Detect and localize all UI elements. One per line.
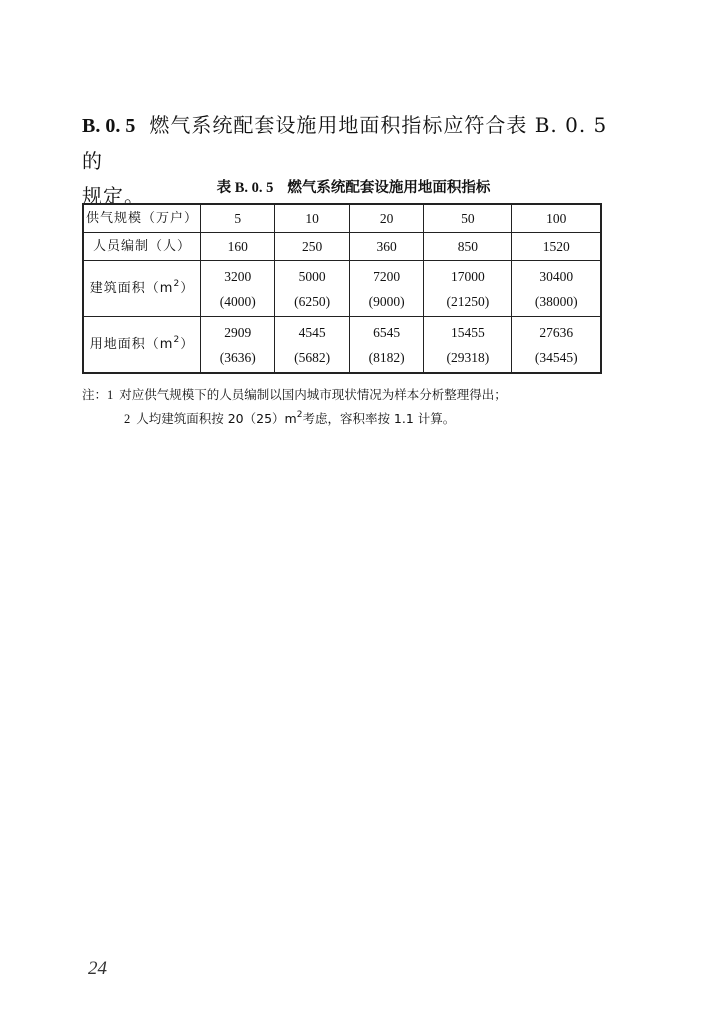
note-1 <box>82 383 642 407</box>
row-header-text: 用地面积（m <box>89 336 174 352</box>
row-header-land-area <box>83 317 201 374</box>
cell-value: 15455 <box>451 324 485 340</box>
cell-value-alt: (4000) <box>219 293 256 309</box>
cell-value-alt: (29318) <box>446 349 490 365</box>
note-text: 人均建筑面积按 20（25）m <box>136 411 297 426</box>
table-cell: 5 <box>201 204 275 233</box>
cell-value-alt: (34545) <box>534 349 578 365</box>
table-cell: 360 <box>349 233 423 261</box>
row-header-supply-scale: 供气规模（万户） <box>83 204 201 233</box>
cell-value: 5000 <box>298 268 326 284</box>
cell-value-alt: (8182) <box>368 349 405 365</box>
table-cell <box>424 261 512 317</box>
table-cell <box>424 317 512 374</box>
cell-value: 7200 <box>373 268 401 284</box>
cell-value: 17000 <box>451 268 485 284</box>
superscript: 2 <box>296 410 303 420</box>
note-text: 考虑，容积率按 1.1 计算。 <box>302 411 456 426</box>
note-text: 对应供气规模下的人员编制以国内城市现状情况为样本分析整理得出； <box>119 387 507 402</box>
cell-value: 3200 <box>224 268 252 284</box>
note-number: 1 <box>107 388 114 402</box>
table-row <box>83 317 601 374</box>
clause-text-line2: 规定。 <box>82 184 145 208</box>
row-header-text: ） <box>180 336 195 352</box>
table-caption <box>0 176 707 197</box>
superscript: 2 <box>173 278 181 289</box>
row-header-building-area <box>83 261 201 317</box>
cell-value-alt: (5682) <box>294 349 331 365</box>
table-cell: 1520 <box>512 233 601 261</box>
cell-value-alt: (6250) <box>294 293 331 309</box>
table-caption-title: 燃气系统配套设施用地面积指标 <box>287 180 491 196</box>
superscript: 2 <box>173 334 181 345</box>
page-number: 24 <box>88 958 107 979</box>
clause-number: B. 0. 5 <box>82 115 136 137</box>
cell-value: 4545 <box>298 324 326 340</box>
clause-paragraph <box>82 108 632 214</box>
row-header-text: ） <box>180 280 195 296</box>
note-number: 2 <box>124 412 131 426</box>
cell-value-alt: (9000) <box>368 293 405 309</box>
row-header-text: 建筑面积（m <box>89 280 174 296</box>
table-cell <box>512 317 601 374</box>
cell-value-alt: (38000) <box>534 293 578 309</box>
table-cell <box>275 317 349 374</box>
table-cell <box>349 317 423 374</box>
table-cell <box>512 261 601 317</box>
table-cell: 250 <box>275 233 349 261</box>
row-header-staffing: 人员编制（人） <box>83 233 201 261</box>
table-cell <box>275 261 349 317</box>
table-cell: 100 <box>512 204 601 233</box>
note-prefix: 注： <box>82 387 108 402</box>
table-row <box>83 233 601 261</box>
clause-text-line1: 燃气系统配套设施用地面积指标应符合表 B. 0. 5 的 <box>82 113 608 173</box>
table-caption-number: 表 B. 0. 5 <box>216 180 274 196</box>
table-cell: 10 <box>275 204 349 233</box>
table-cell: 850 <box>424 233 512 261</box>
cell-value: 2909 <box>224 324 252 340</box>
cell-value-alt: (21250) <box>446 293 490 309</box>
cell-value-alt: (3636) <box>219 349 256 365</box>
table-cell <box>349 261 423 317</box>
table-cell: 20 <box>349 204 423 233</box>
table-row <box>83 261 601 317</box>
cell-value: 6545 <box>373 324 401 340</box>
cell-value: 27636 <box>539 324 574 340</box>
note-2 <box>82 407 642 431</box>
table-cell <box>201 317 275 374</box>
table-cell: 160 <box>201 233 275 261</box>
table-row <box>83 204 601 233</box>
table-notes <box>82 383 642 431</box>
table-cell: 50 <box>424 204 512 233</box>
land-area-index-table <box>82 203 602 374</box>
table-cell <box>201 261 275 317</box>
cell-value: 30400 <box>539 268 574 284</box>
